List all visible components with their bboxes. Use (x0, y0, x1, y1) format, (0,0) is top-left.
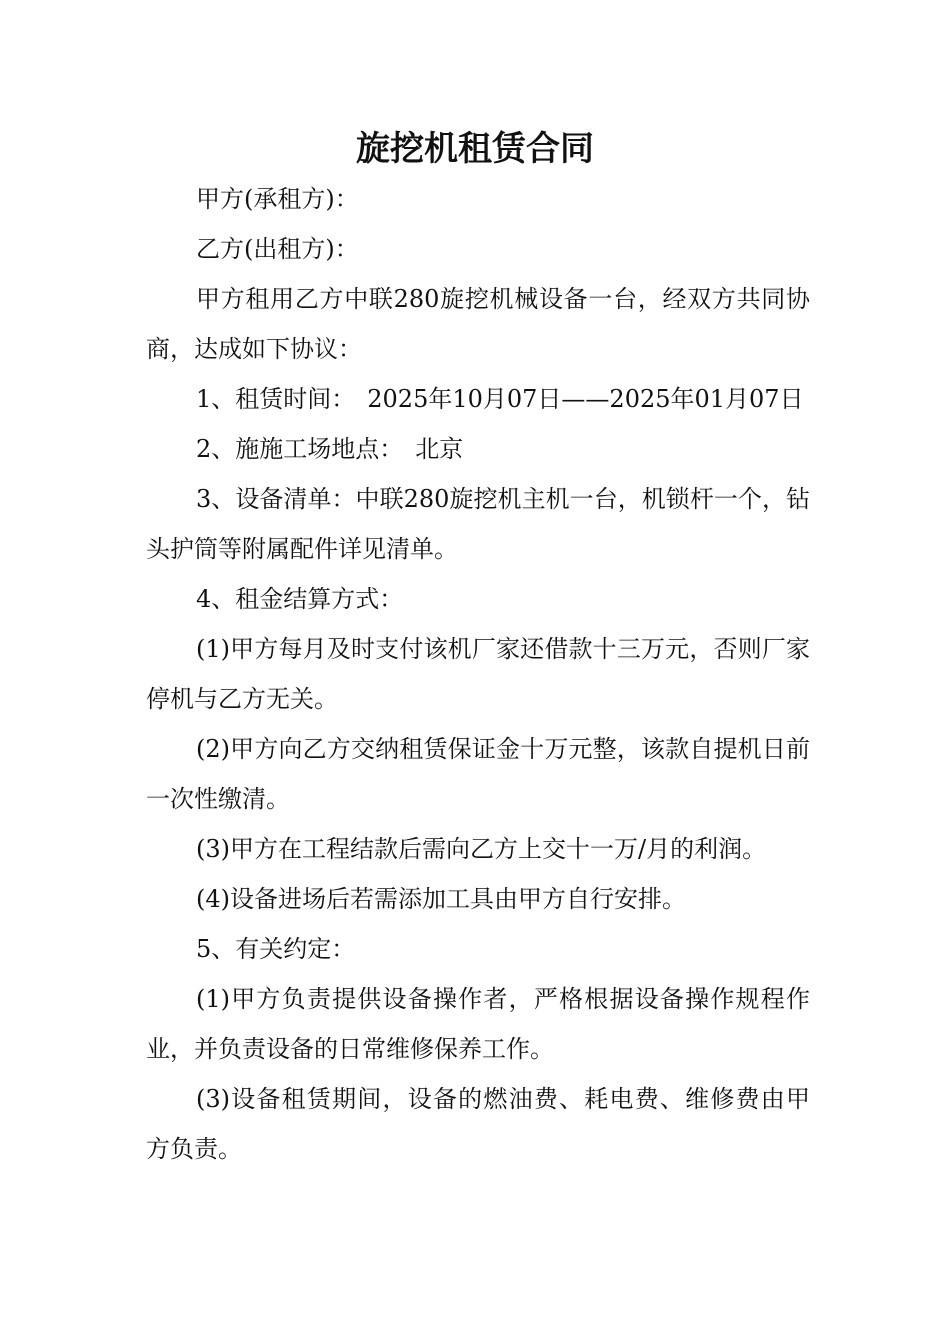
document-title: 旋挖机租赁合同 (356, 129, 594, 169)
payment-item-2: (2)甲方向乙方交纳租赁保证金十万元整，该款自提机日前一次性缴清。 (146, 735, 810, 813)
document-body (146, 174, 834, 1174)
clause-site-location: 2、施施工场地点： 北京 (196, 435, 464, 463)
agreement-item-3: (3)设备租赁期间，设备的燃油费、耗电费、维修费由甲 方负责。 (146, 1085, 834, 1163)
payment-item-4: (4)设备进场后若需添加工具由甲方自行安排。 (196, 885, 686, 913)
intro-paragraph: 甲方租用乙方中联280旋挖机械设备一台，经双方共同协商，达成如下协议： (146, 285, 810, 363)
clause-rental-period: 1、租赁时间： 2025年10月07日——2025年01月07日 (196, 385, 804, 413)
clause-agreements-heading: 5、有关约定： (196, 935, 356, 963)
payment-item-1: (1)甲方每月及时支付该机厂家还借款十三万元，否则厂家停机与乙方无关。 (146, 635, 810, 713)
party-a-line: 甲方(承租方)： (196, 185, 359, 213)
payment-item-3: (3)甲方在工程结款后需向乙方上交十一万/月的利润。 (196, 835, 767, 863)
clause-equipment-list: 3、设备清单：中联280旋挖机主机一台，机锁杆一个，钻头护筒等附属配件详见清单。 (146, 485, 810, 563)
party-b-line: 乙方(出租方)： (196, 235, 359, 263)
clause-payment-heading: 4、租金结算方式： (196, 585, 404, 613)
agreement-item-1: (1)甲方负责提供设备操作者，严格根据设备操作规程作业，并负责设备的日常维修保养工作。 (146, 985, 810, 1063)
